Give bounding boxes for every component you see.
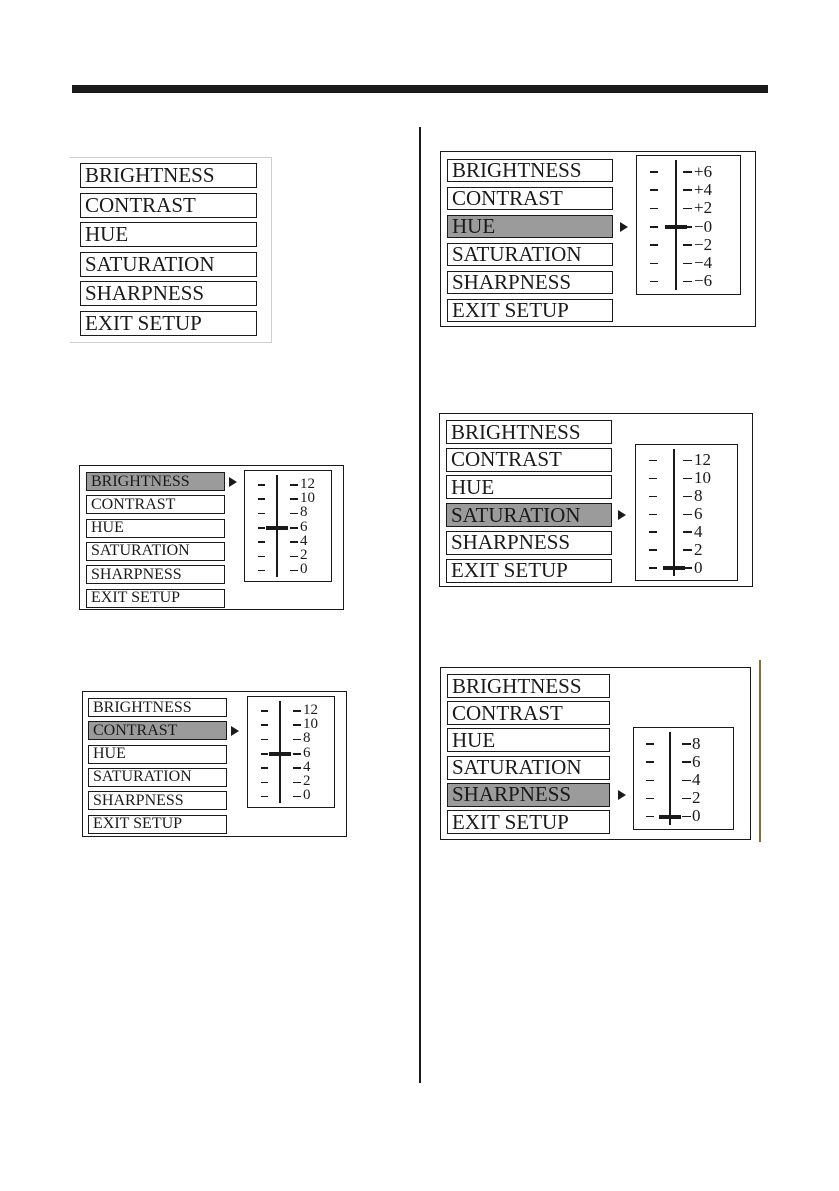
scale-tick-right — [682, 798, 691, 800]
menu-item-brightness[interactable]: BRIGHTNESS — [447, 159, 613, 182]
scale-tick-right — [290, 556, 298, 558]
scale-label: 8 — [303, 730, 311, 747]
scale-label: 6 — [303, 744, 311, 761]
scale-tick-left — [649, 460, 657, 462]
scale-tick-left — [261, 724, 268, 726]
scale-tick-right — [683, 549, 692, 551]
scale-label: 2 — [694, 539, 703, 559]
level-scale — [244, 470, 332, 582]
level-scale — [635, 444, 738, 581]
menu-item-brightness[interactable]: BRIGHTNESS — [88, 698, 227, 717]
scale-label: 2 — [300, 547, 308, 564]
scale-tick-left — [258, 513, 265, 515]
level-marker — [659, 815, 681, 819]
scale-tick-right — [293, 753, 301, 755]
scale-label: −4 — [694, 253, 713, 273]
scale-label: −6 — [694, 271, 713, 291]
triangle-right-icon — [620, 222, 628, 232]
scale-tick-right — [683, 531, 692, 533]
scale-tick-left — [258, 570, 265, 572]
scale-tick-left — [649, 478, 657, 480]
scale-tick-left — [261, 782, 268, 784]
menu-item-brightness[interactable]: BRIGHTNESS — [86, 472, 225, 491]
scale-label: +4 — [694, 179, 713, 199]
scale-tick-right — [293, 710, 301, 712]
menu-item-contrast[interactable]: CONTRAST — [447, 187, 613, 210]
scale-tick-left — [258, 527, 265, 529]
scale-tick-right — [290, 513, 298, 515]
scale-label: 4 — [300, 532, 308, 549]
scale-tick-left — [650, 244, 658, 246]
scale-tick-right — [683, 514, 692, 516]
menu-item-hue[interactable]: HUE — [446, 475, 612, 499]
menu-item-sharpness[interactable]: SHARPNESS — [447, 783, 610, 807]
scale-tick-left — [649, 514, 657, 516]
scale-label: 2 — [303, 773, 311, 790]
triangle-right-icon — [229, 477, 237, 487]
scale-tick-left — [650, 226, 658, 228]
menu-item-saturation[interactable]: SATURATION — [88, 768, 227, 787]
scale-tick-left — [649, 567, 657, 569]
scale-tick-right — [683, 460, 692, 462]
scale-tick-right — [293, 796, 301, 798]
scale-label: 0 — [300, 561, 308, 578]
scale-tick-left — [258, 556, 265, 558]
scale-label: 10 — [694, 468, 711, 488]
menu-item-brightness[interactable]: BRIGHTNESS — [80, 163, 257, 188]
scale-track — [669, 732, 671, 825]
scale-tick-left — [646, 761, 654, 763]
column-divider — [419, 127, 421, 1083]
scale-tick-left — [258, 484, 265, 486]
scale-tick-left — [258, 541, 265, 543]
menu-item-saturation[interactable]: SATURATION — [446, 503, 612, 527]
menu-item-contrast[interactable]: CONTRAST — [80, 193, 257, 218]
scale-label: 4 — [694, 521, 703, 541]
scale-tick-right — [293, 739, 301, 741]
scale-tick-right — [293, 767, 301, 769]
scale-tick-left — [261, 796, 268, 798]
scale-tick-left — [261, 710, 268, 712]
level-scale — [247, 696, 335, 808]
level-marker — [663, 566, 685, 570]
level-marker — [269, 752, 291, 756]
menu-item-exit-setup[interactable]: EXIT SETUP — [446, 559, 612, 583]
scale-tick-right — [683, 496, 692, 498]
menu-item-brightness[interactable]: BRIGHTNESS — [447, 674, 610, 698]
scale-label: 6 — [692, 751, 701, 771]
scale-tick-right — [683, 281, 692, 283]
menu-item-contrast[interactable]: CONTRAST — [88, 721, 227, 740]
scale-label: 6 — [694, 504, 703, 523]
scale-label: 0 — [694, 557, 703, 577]
scale-label: 10 — [303, 715, 318, 732]
menu-item-saturation[interactable]: SATURATION — [447, 243, 613, 266]
menu-item-sharpness[interactable]: SHARPNESS — [86, 565, 225, 584]
scale-tick-left — [261, 753, 268, 755]
scale-tick-right — [290, 527, 298, 529]
page-edge-mark — [759, 660, 761, 842]
scale-tick-left — [649, 549, 657, 551]
menu-item-hue[interactable]: HUE — [88, 745, 227, 764]
scale-label: +6 — [694, 161, 713, 181]
scale-tick-right — [683, 171, 692, 173]
scale-label: 0 — [692, 806, 701, 826]
scale-tick-left — [650, 189, 658, 191]
scale-tick-right — [682, 780, 691, 782]
scale-tick-right — [683, 208, 692, 210]
scale-tick-right — [290, 541, 298, 543]
scale-label: −2 — [694, 234, 713, 254]
scale-tick-right — [683, 189, 692, 191]
menu-item-hue[interactable]: HUE — [447, 215, 613, 238]
scale-label: 4 — [303, 758, 311, 775]
menu-item-saturation[interactable]: SATURATION — [447, 756, 610, 780]
scale-tick-right — [293, 724, 301, 726]
scale-label: 12 — [300, 475, 315, 492]
scale-tick-left — [646, 798, 654, 800]
scale-label: 8 — [300, 504, 308, 521]
scale-tick-right — [682, 761, 691, 763]
menu-item-saturation[interactable]: SATURATION — [80, 252, 257, 277]
scale-tick-right — [293, 782, 301, 784]
level-marker — [266, 526, 288, 530]
scale-label: 12 — [694, 450, 711, 470]
triangle-right-icon — [618, 510, 626, 520]
menu-item-sharpness[interactable]: SHARPNESS — [446, 531, 612, 555]
menu-item-brightness[interactable]: BRIGHTNESS — [446, 420, 612, 444]
scale-label: −0 — [694, 216, 713, 236]
scale-tick-left — [650, 281, 658, 283]
scale-tick-right — [290, 498, 298, 500]
scale-tick-right — [683, 244, 692, 246]
scale-tick-left — [650, 171, 658, 173]
scale-tick-left — [646, 780, 654, 782]
menu-item-hue[interactable]: HUE — [80, 222, 257, 247]
scale-tick-left — [258, 498, 265, 500]
scale-label: +2 — [694, 198, 713, 218]
scale-tick-right — [290, 570, 298, 572]
scale-label: 12 — [303, 701, 318, 718]
scale-tick-left — [261, 739, 268, 741]
menu-item-contrast[interactable]: CONTRAST — [86, 495, 225, 514]
menu-item-exit-setup[interactable]: EXIT SETUP — [88, 815, 227, 834]
menu-item-exit-setup[interactable]: EXIT SETUP — [86, 589, 225, 608]
level-marker — [665, 225, 687, 229]
triangle-right-icon — [618, 790, 626, 800]
menu-item-hue[interactable]: HUE — [447, 728, 610, 752]
scale-tick-right — [683, 478, 692, 480]
scale-label: 8 — [692, 733, 701, 753]
scale-track — [673, 449, 675, 576]
scale-tick-right — [683, 263, 692, 265]
level-scale — [633, 727, 734, 830]
scale-tick-left — [646, 743, 654, 745]
triangle-right-icon — [231, 726, 239, 736]
scale-label: 2 — [692, 788, 701, 808]
menu-item-hue[interactable]: HUE — [86, 519, 225, 538]
scale-tick-right — [682, 816, 691, 818]
menu-item-contrast[interactable]: CONTRAST — [446, 448, 612, 472]
scale-tick-left — [650, 208, 658, 210]
scale-tick-right — [290, 484, 298, 486]
header-rule — [72, 85, 768, 93]
menu-item-saturation[interactable]: SATURATION — [86, 542, 225, 561]
menu-item-exit-setup[interactable]: EXIT SETUP — [447, 299, 613, 322]
menu-item-sharpness[interactable]: SHARPNESS — [447, 271, 613, 294]
menu-item-sharpness[interactable]: SHARPNESS — [80, 281, 257, 306]
scale-label: 0 — [303, 787, 311, 804]
scale-tick-right — [682, 743, 691, 745]
menu-item-sharpness[interactable]: SHARPNESS — [88, 791, 227, 810]
menu-item-contrast[interactable]: CONTRAST — [447, 701, 610, 725]
scale-tick-left — [649, 496, 657, 498]
scale-tick-left — [649, 531, 657, 533]
scale-label: 6 — [300, 518, 308, 535]
menu-item-exit-setup[interactable]: EXIT SETUP — [80, 311, 257, 336]
scale-tick-left — [261, 767, 268, 769]
scale-label: 8 — [694, 486, 703, 506]
menu-item-exit-setup[interactable]: EXIT SETUP — [447, 810, 610, 834]
scale-tick-left — [646, 816, 654, 818]
level-scale — [636, 155, 741, 295]
scale-label: 4 — [692, 770, 701, 789]
scale-tick-left — [650, 263, 658, 265]
scale-label: 10 — [300, 489, 315, 506]
